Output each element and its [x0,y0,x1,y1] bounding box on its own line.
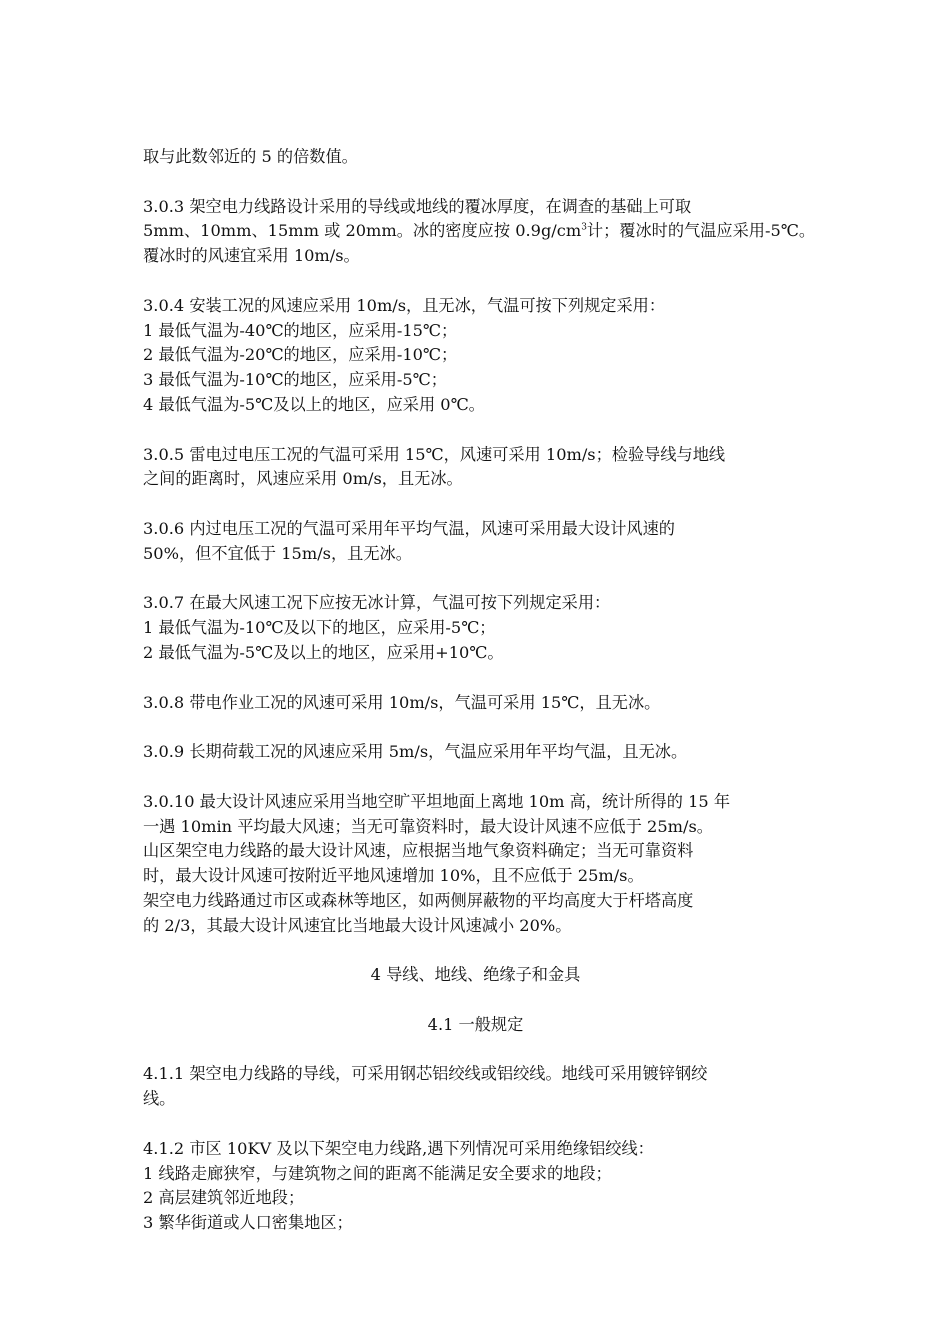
clause-3-0-6 [143,517,808,567]
clause-3-0-5 [143,443,808,493]
clause-3-0-9 [143,740,808,765]
text-line: 4.1.2 市区 10KV 及以下架空电力线路,遇下列情况可采用绝缘铝绞线： [143,1138,654,1158]
document-page [143,145,816,1236]
text-line: 3.0.9 长期荷载工况的风速应采用 5m/s，气温应采用年平均气温，且无冰。 [143,742,688,762]
list-item: 1 最低气温为-10℃及以下的地区，应采用-5℃； [143,618,496,638]
chapter-heading: 4 导线、地线、绝缘子和金具 [370,965,581,985]
text-line: 50%，但不宜低于 15m/s，且无冰。 [143,543,412,563]
list-item: 2 最低气温为-5℃及以上的地区，应采用+10℃。 [143,642,504,662]
text-line: 3.0.8 带电作业工况的风速可采用 10m/s，气温可采用 15℃，且无冰。 [143,692,661,712]
text-segment: 计；覆冰时的气温应采用-5℃。 [586,221,816,241]
text-line: 3.0.6 内过电压工况的气温可采用年平均气温，风速可采用最大设计风速的 [143,518,675,538]
list-item: 2 最低气温为-20℃的地区，应采用-10℃； [143,345,458,365]
list-item: 4 最低气温为-5℃及以上的地区，应采用 0℃。 [143,394,485,414]
text-line: 之间的距离时，风速应采用 0m/s，且无冰。 [143,469,463,489]
text-line: 3.0.7 在最大风速工况下应按无冰计算，气温可按下列规定采用： [143,593,611,613]
list-item: 3 繁华街道或人口密集地区； [143,1213,353,1233]
text-line: 4.1.1 架空电力线路的导线，可采用钢芯铝绞线或铝绞线。地线可采用镀锌钢绞 [143,1064,708,1084]
list-item: 2 高层建筑邻近地段； [143,1188,305,1208]
text-segment: 5mm、10mm、15mm 或 20mm。冰的密度应按 0.9g/cm [143,221,582,241]
text-line: 线。 [143,1089,176,1109]
text-line: 3.0.3 架空电力线路设计采用的导线或地线的覆冰厚度，在调查的基础上可取 [143,196,692,216]
list-item: 1 线路走廊狭窄，与建筑物之间的距离不能满足安全要求的地段； [143,1163,612,1183]
section-heading: 4.1 一般规定 [427,1014,524,1034]
text-line: 时，最大设计风速可按附近平地风速增加 10%，且不应低于 25m/s。 [143,866,644,886]
clause-3-0-3 [143,195,816,269]
paragraph-continuation [143,145,808,170]
clause-3-0-10 [143,790,808,939]
text-line: 3.0.5 雷电过电压工况的气温可采用 15℃，风速可采用 10m/s；检验导线与地线 [143,444,726,464]
text-line: 3.0.10 最大设计风速应采用当地空旷平坦地面上离地 10m 高，统计所得的 15 年 [143,791,731,811]
list-item: 3 最低气温为-10℃的地区，应采用-5℃； [143,370,447,390]
list-item: 1 最低气温为-40℃的地区，应采用-15℃； [143,320,458,340]
text-line: 的 2/3，其最大设计风速宜比当地最大设计风速减小 20%。 [143,915,572,935]
clause-3-0-7 [143,591,808,665]
text-line: 取与此数邻近的 5 的倍数值。 [143,147,358,166]
text-line: 一遇 10min 平均最大风速；当无可靠资料时，最大设计风速不应低于 25m/s。 [143,816,713,836]
text-line [143,219,816,244]
text-line: 架空电力线路通过市区或森林等地区，如两侧屏蔽物的平均高度大于杆塔高度 [143,890,694,910]
superscript: 3 [581,223,587,233]
clause-4-1-1 [143,1062,808,1112]
text-line: 覆冰时的风速宜采用 10m/s。 [143,246,360,266]
text-line: 山区架空电力线路的最大设计风速，应根据当地气象资料确定；当无可靠资料 [143,841,694,861]
clause-4-1-2 [143,1137,808,1236]
clause-3-0-8 [143,691,808,716]
text-line: 3.0.4 安装工况的风速应采用 10m/s，且无冰，气温可按下列规定采用： [143,295,666,315]
clause-3-0-4 [143,294,808,418]
